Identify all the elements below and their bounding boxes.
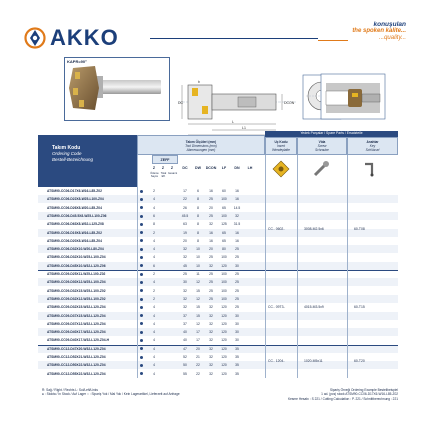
in-stock-icon: [140, 306, 143, 309]
in-stock-icon: [140, 190, 143, 193]
row-value-dc: 26: [183, 205, 187, 210]
row-value-dn: 16: [235, 189, 239, 193]
row-value-dc: 40: [183, 338, 187, 343]
row-z: 4: [153, 338, 155, 343]
in-stock-icon: [140, 215, 143, 218]
insert-sub-2: Wendeplatte: [272, 148, 290, 152]
table-row: [38, 328, 398, 336]
row-value-dn: 25: [235, 280, 239, 285]
row-value-dw: 8: [197, 205, 199, 210]
row-value-lf: 120: [221, 321, 227, 326]
footer-ordering-example: [288, 388, 398, 401]
row-value-dcon: 25: [209, 197, 213, 202]
in-stock-icon: [140, 372, 143, 375]
row-value-lf: 100: [221, 296, 227, 301]
akko-logo: [24, 25, 119, 51]
footer-cutting-calc: Kesme Hesabı : S 221 / Cutting Calculation : P. 221 / Schnittberechnung : 221: [288, 396, 398, 401]
row-value-dcon: 32: [209, 355, 213, 359]
row-z: 2: [153, 230, 155, 235]
row-ordering-code: ATSM90-CC09-D37X12-W32-L120-Z04: [47, 321, 106, 326]
row-value-dc: 32: [183, 305, 187, 310]
group-insert-code: CC.. 1204..: [268, 359, 286, 364]
col-z2: Z: [161, 166, 165, 170]
row-value-dn: 31.5: [233, 222, 241, 227]
footer-legend-1: R: Sağ / Right / Rechts L: Sol/Left/Links: [42, 388, 98, 392]
ordering-code-subtitle-2: Bestell-Bezeichnung: [52, 157, 94, 162]
row-ordering-code: ATSM90-CC09-D40X17-W32-L120-Z04: [47, 330, 106, 335]
col-dc: DC: [182, 166, 188, 170]
row-value-dcon: 25: [209, 288, 213, 293]
insert-icon: [272, 160, 290, 183]
column-divider: [347, 155, 348, 378]
key-sub: Key: [369, 144, 376, 148]
row-value-dn: 30: [235, 338, 239, 343]
table-row: [38, 195, 398, 203]
row-ordering-code: ATSM90-CC06-D63X8-W32-L125-Z08: [47, 222, 104, 227]
row-value-dw: 8: [197, 197, 199, 202]
row-value-dn: 32: [235, 213, 239, 218]
row-ordering-code: ATSM90-CC09-D32X12-W25-L100-Z02: [47, 296, 106, 301]
row-value-dn: 35: [235, 355, 239, 359]
row-value-dw: 8: [197, 213, 199, 218]
row-z: 4: [153, 197, 155, 202]
row-value-lf: 100: [221, 255, 227, 260]
col-dcon: DCON: [205, 166, 217, 170]
in-stock-icon: [140, 281, 143, 284]
col-z3: Z: [170, 166, 174, 170]
row-ordering-code: ATSM90-CC06-D22X8-W25-L100-Z04: [47, 197, 104, 202]
row-value-dc: 32: [183, 255, 187, 260]
row-value-dc: 37: [183, 313, 187, 318]
col-dw: DW: [195, 166, 201, 170]
in-stock-icon: [140, 273, 143, 276]
row-value-dn: 25: [235, 272, 239, 276]
row-ordering-code: ATSM90-CC06-D45X10-W32-L120-Z06: [47, 263, 106, 268]
row-value-dcon: 25: [209, 280, 213, 285]
key-icon: [362, 160, 380, 183]
row-ordering-code: ATSM90-CC09-D32X15-W25-L100-Z02: [47, 288, 106, 293]
in-stock-icon: [140, 331, 143, 334]
row-value-dcon: 25: [209, 272, 213, 276]
row-value-dw: 15: [196, 288, 200, 293]
key-label: Anahtar: [366, 140, 379, 144]
dim-l: L: [232, 120, 234, 124]
row-value-dn: 16: [235, 238, 239, 243]
footer-ordering-example-title: Sipariş Örneği Ordering Example Bestellbeispiel: [329, 388, 398, 392]
table-row: [38, 312, 398, 320]
row-value-dc: 32: [183, 247, 187, 252]
screw-sub-2: Schraube: [315, 148, 329, 152]
row-ordering-code: ATSM90-CC06-D17X6-W16-L85-Z02: [47, 189, 102, 193]
dim-b: b: [198, 80, 200, 84]
row-z: 4: [153, 238, 155, 243]
row-value-dcon: 32: [209, 321, 213, 326]
row-z: 4: [153, 205, 155, 210]
in-stock-icon: [140, 239, 143, 242]
zeff-header: [152, 155, 178, 164]
row-ordering-code: ATSM90-CC06-D26X8-W20-L85-Z04: [47, 205, 102, 210]
screw-sub: Screw: [317, 144, 327, 148]
tagline-line-1: konuşulan: [373, 21, 406, 28]
row-value-dcon: 32: [209, 263, 213, 268]
row-value-dc: 25: [183, 272, 187, 276]
row-value-dn: 25: [235, 296, 239, 301]
row-value-dc: 30: [183, 280, 187, 285]
row-value-dw: 10: [196, 263, 200, 268]
row-z: 4: [153, 280, 155, 285]
insert-label: Uç Kodu: [274, 140, 288, 144]
column-divider: [137, 155, 138, 378]
row-value-dcon: 20: [209, 205, 213, 210]
row-value-dc: 50: [183, 363, 187, 368]
row-ordering-code: ATSM90-CC06-D45.5X8-W25-L100-Z06: [47, 213, 107, 218]
row-value-dn: 14.5: [233, 205, 241, 210]
tool-photo-frame: [64, 57, 170, 121]
row-ordering-code: ATSM90-CC06-D32X10-W25-L100-Z04: [47, 255, 106, 260]
zeff-label: ZEFF: [160, 158, 170, 162]
footer-legend-2: ● : Stokta / In Stock / Auf Lager ○ : Sipariş Yok / Mal Yok / Kein Lagerartikel, Lieferzeit auf Anfrage: [42, 392, 180, 397]
footer-legend: [42, 388, 180, 397]
row-ordering-code: ATSM90-CC06-D19X8-W16-L85-Z02: [47, 230, 102, 235]
ordering-code-header: [38, 135, 137, 187]
key-header: [347, 137, 398, 155]
table-row: [38, 212, 398, 220]
group-screw-code: 4015-M3.5x9: [304, 305, 324, 310]
row-value-dcon: 32: [209, 313, 213, 318]
row-z: 4: [153, 346, 155, 351]
ordering-code-title: Takım Kodu: [52, 145, 81, 151]
tool-photo-icon: [65, 58, 169, 120]
machining-illustration: [320, 73, 386, 120]
table-row: [38, 345, 398, 353]
row-value-dw: 22: [196, 371, 200, 376]
row-value-dw: 15: [196, 313, 200, 318]
in-stock-icon: [140, 264, 143, 267]
in-stock-icon: [140, 223, 143, 226]
tagline-line-3: ...quality...: [379, 35, 406, 41]
insert-header: [265, 137, 297, 155]
row-value-dcon: 32: [209, 371, 213, 376]
kapr-label: KAPR=90°: [67, 59, 87, 64]
in-stock-icon: [140, 364, 143, 367]
table-row: [38, 220, 398, 228]
row-z: 4: [153, 363, 155, 368]
row-z: 2: [153, 296, 155, 301]
table-row: [38, 336, 398, 344]
row-value-dc: 32: [183, 296, 187, 301]
table-row: [38, 245, 398, 253]
row-value-dw: 8: [197, 230, 199, 235]
zeff-sub-2: Total Eff.: [160, 172, 167, 178]
row-ordering-code: ATSM90-CC12-D55X22-W32-L120-Z04: [47, 371, 106, 376]
row-z: 4: [153, 247, 155, 252]
row-value-lf: 120: [221, 338, 227, 343]
row-value-dn: 35: [235, 346, 239, 351]
row-value-dw: 10: [196, 247, 200, 252]
insert-sub: Insert: [277, 144, 285, 148]
row-ordering-code: ATSM90-CC06-D20X8-W16-L85-Z04: [47, 238, 102, 243]
row-z: 2: [153, 272, 155, 276]
screw-header: [297, 137, 347, 155]
brand-name: AKKO: [50, 25, 119, 50]
row-z: 8: [153, 222, 155, 227]
row-value-lf: 125: [221, 222, 227, 227]
row-value-dcon: 16: [209, 189, 213, 193]
row-value-dc: 32: [183, 288, 187, 293]
row-value-dc: 63: [183, 222, 187, 227]
row-ordering-code: ATSM90-CC09-D40X17-W32-L120-Z04-H: [47, 338, 110, 343]
tool-dimensions-sub: Tool Dimensions (mm): [185, 144, 217, 148]
row-z: 2: [153, 288, 155, 293]
row-value-dcon: 32: [209, 222, 213, 227]
col-lh: LH: [247, 166, 253, 170]
row-value-dc: 55: [183, 371, 187, 376]
table-row: [38, 262, 398, 270]
row-value-dcon: 32: [209, 305, 213, 310]
in-stock-icon: [140, 198, 143, 201]
row-value-dn: 25: [235, 247, 239, 252]
row-value-dn: 16: [235, 230, 239, 235]
row-value-dcon: 16: [209, 230, 213, 235]
row-value-lf: 100: [221, 213, 227, 218]
table-row: [38, 237, 398, 245]
row-z: 2: [153, 189, 155, 193]
column-divider: [297, 155, 298, 378]
col-lf: LF: [221, 166, 227, 170]
column-divider: [265, 155, 266, 378]
zeff-sub-3: Gesamt: [168, 172, 178, 175]
row-value-lf: 65: [222, 238, 226, 243]
row-value-dw: 12: [196, 296, 200, 301]
row-z: 4: [153, 355, 155, 359]
row-value-lf: 120: [221, 363, 227, 368]
row-value-lf: 120: [221, 346, 227, 351]
screw-icon: [312, 160, 330, 183]
row-value-lf: 100: [221, 280, 227, 285]
logo-mark-icon: [24, 27, 46, 49]
row-value-lf: 120: [221, 263, 227, 268]
row-value-dcon: 25: [209, 296, 213, 301]
key-sub-2: Schlüssel: [365, 148, 380, 152]
group-key-code: 60-T15: [354, 305, 365, 310]
row-value-dw: 6: [197, 189, 199, 193]
row-value-dn: 30: [235, 330, 239, 335]
col-dn: DN: [234, 166, 240, 170]
in-stock-icon: [140, 314, 143, 317]
row-value-dcon: 25: [209, 255, 213, 260]
row-value-dw: 10: [196, 255, 200, 260]
table-row: [38, 204, 398, 212]
in-stock-icon: [140, 339, 143, 342]
tool-dimensions-sub-2: Abmessungen (mm): [186, 148, 216, 152]
group-key-code: 60-T20: [354, 359, 365, 364]
row-value-lf: 100: [221, 288, 227, 293]
row-value-dcon: 32: [209, 330, 213, 335]
row-value-dw: 20: [196, 346, 200, 351]
row-z: 4: [153, 305, 155, 310]
row-ordering-code: ATSM90-CC12-D47X20-W32-L120-Z04: [47, 346, 106, 351]
row-z: 4: [153, 321, 155, 326]
row-value-dw: 17: [196, 330, 200, 335]
in-stock-icon: [140, 289, 143, 292]
table-row: [38, 287, 398, 295]
row-value-dw: 15: [196, 305, 200, 310]
row-value-lf: 120: [221, 313, 227, 318]
row-value-lf: 65: [222, 205, 226, 210]
row-value-lf: 120: [221, 371, 227, 376]
in-stock-icon: [140, 347, 143, 350]
group-key-code: 60-T08: [354, 226, 365, 231]
row-value-dw: 8: [197, 222, 199, 227]
header-rule-accent: [318, 40, 348, 41]
group-screw-code: 3008-M2.5x6: [304, 226, 324, 231]
row-value-dn: 30: [235, 313, 239, 318]
row-value-dn: 30: [235, 263, 239, 268]
in-stock-icon: [140, 206, 143, 209]
row-value-dc: 22: [183, 197, 187, 202]
row-value-dc: 20: [183, 238, 187, 243]
row-ordering-code: ATSM90-CC09-D32X15-W32-L120-Z04: [47, 305, 106, 310]
row-z: 4: [153, 313, 155, 318]
row-value-dw: 21: [196, 355, 200, 359]
row-z: 6: [153, 263, 155, 268]
row-value-dn: 25: [235, 288, 239, 293]
dim-dc: DC: [178, 101, 184, 105]
row-z: 4: [153, 330, 155, 335]
row-z: 6: [153, 213, 155, 218]
row-value-dn: 30: [235, 321, 239, 326]
row-value-dw: 22: [196, 363, 200, 368]
row-value-dc: 45.5: [181, 213, 189, 218]
tool-dimensions-label: Takım Ölçüleri (mm): [185, 140, 217, 144]
dim-dcon: DCON: [284, 101, 295, 105]
row-ordering-code: ATSM90-CC06-D32X10-W20-L80-Z04: [47, 247, 104, 252]
row-value-dw: 8: [197, 238, 199, 243]
tool-dimensions-header: [137, 135, 265, 155]
table-row: [38, 295, 398, 303]
row-value-dcon: 20: [209, 247, 213, 252]
dim-l1: L1: [242, 126, 246, 130]
row-value-dcon: 32: [209, 346, 213, 351]
row-value-dc: 40: [183, 330, 187, 335]
table-row: [38, 361, 398, 369]
row-value-dcon: 16: [209, 238, 213, 243]
in-stock-icon: [140, 248, 143, 251]
screw-label: Vida: [318, 140, 326, 144]
zeff-sub-1: Ödeme Sayısı: [150, 172, 159, 178]
row-z: 4: [153, 371, 155, 376]
row-ordering-code: ATSM90-CC12-D50X22-W32-L120-Z04: [47, 363, 106, 368]
row-value-dn: 35: [235, 371, 239, 376]
in-stock-icon: [140, 231, 143, 234]
row-value-dn: 25: [235, 255, 239, 260]
table-row: [38, 270, 398, 278]
spare-parts-header: Yedek Parçalar / Spare Parts / Ersatzteile: [265, 131, 398, 137]
row-value-lf: 60: [222, 189, 226, 193]
row-value-lf: 80: [222, 247, 226, 252]
footer-ordering-example-code: 1 ad. (pcs) stock ATSM90-CC06-D17X6-W16-L85-Z02: [321, 392, 398, 397]
row-ordering-code: ATSM90-CC09-D25X11-W25-L100-Z02: [47, 272, 106, 276]
row-ordering-code: ATSM90-CC09-D37X15-W32-L120-Z04: [47, 313, 106, 318]
row-value-dn: 25: [235, 305, 239, 310]
row-value-dc: 17: [183, 189, 187, 193]
table-row: [38, 253, 398, 261]
header-rule: [150, 38, 318, 39]
row-value-dc: 47: [183, 346, 187, 351]
group-insert-code: CC.. 09T3..: [268, 305, 286, 310]
row-value-dw: 12: [196, 280, 200, 285]
row-value-dcon: 25: [209, 213, 213, 218]
table-row: [38, 187, 398, 195]
row-value-dn: 35: [235, 363, 239, 368]
row-value-dc: 19: [183, 230, 187, 235]
table-row: [38, 303, 398, 311]
row-value-dcon: 32: [209, 363, 213, 368]
row-value-dw: 17: [196, 338, 200, 343]
row-value-dc: 37: [183, 321, 187, 326]
table-row: [38, 278, 398, 286]
row-value-dcon: 32: [209, 338, 213, 343]
group-insert-code: CC.. 0602..: [268, 226, 286, 231]
row-value-lf: 100: [221, 272, 227, 276]
group-screw-code: 1020-M5x11: [304, 359, 323, 364]
tagline: [352, 21, 406, 42]
row-value-lf: 100: [221, 197, 227, 202]
row-value-lf: 120: [221, 330, 227, 335]
in-stock-icon: [140, 356, 143, 359]
table-row: [38, 320, 398, 328]
row-ordering-code: ATSM90-CC12-D52X21-W32-L120-Z04: [47, 355, 106, 359]
group-divider: [38, 345, 398, 346]
table-row: [38, 370, 398, 378]
in-stock-icon: [140, 298, 143, 301]
row-value-dw: 12: [196, 321, 200, 326]
row-value-lf: 120: [221, 305, 227, 310]
in-stock-icon: [140, 256, 143, 259]
row-value-dn: 16: [235, 197, 239, 202]
in-stock-icon: [140, 322, 143, 325]
row-value-dc: 45: [183, 263, 187, 268]
row-value-dc: 52: [183, 355, 187, 359]
col-z1: Z: [152, 166, 156, 170]
row-z: 4: [153, 255, 155, 260]
group-divider: [38, 270, 398, 271]
row-value-lf: 120: [221, 355, 227, 359]
tagline-line-2: the spoken kalite...: [352, 28, 406, 34]
row-value-dw: 11: [196, 272, 200, 276]
row-ordering-code: ATSM90-CC09-D30X12-W25-L100-Z04: [47, 280, 106, 285]
row-value-lf: 65: [222, 230, 226, 235]
ordering-code-subtitle: Ordering Code: [52, 151, 82, 156]
